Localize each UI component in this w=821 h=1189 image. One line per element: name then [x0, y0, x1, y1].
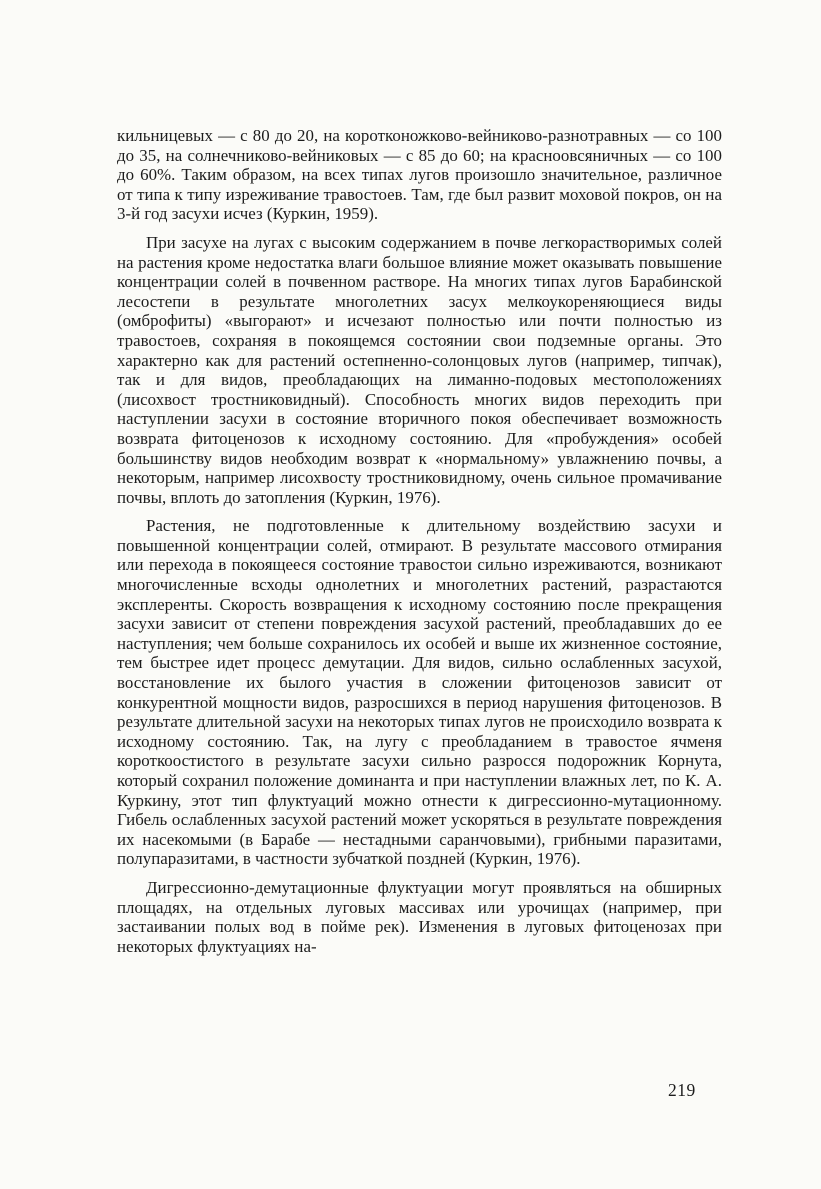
body-text: [117, 126, 722, 956]
page-number: 219: [668, 1080, 696, 1100]
paragraph-digression-fluctuations: Дигрессионно-демутационные флуктуации могут проявляться на обширных площадях, на отдельных луговых массивах или урочищах (например, при застаивании полых вод в пойме рек). Изменения в луговых фитоценозах при некоторых флуктуациях на-: [117, 877, 722, 956]
paragraph-continuation: кильницевых — с 80 до 20, на коротконожково-вейниково-разнотравных — со 100 до 35, на солнечниково-вейниковых — с 85 до 60; на красноовсяничных — со 100 до 60%. Таким образом, на всех типах лугов произошло значительное, различное от типа к типу изреживание травостоев. Там, где был развит моховой покров, он на 3-й год засухи исчез (Куркин, 1959).: [117, 126, 722, 224]
paragraph-salt-drought: При засухе на лугах с высоким содержанием в почве легкорастворимых солей на растения кроме недостатка влаги большое влияние может оказывать повышение концентрации солей в почвенном растворе. На многих типах лугов Барабинской лесостепи в результате многолетних засух мелкоукореняющиеся виды (омброфиты) «выгорают» и исчезают полностью или почти полностью из травостоев, сохраняя в покоящемся состоянии свои подземные органы. Это характерно как для растений остепненно-солонцовых лугов (например, типчак), так и для видов, преобладающих на лиманно-подовых местоположениях (лисохвост тростниковидный). Способность многих видов переходить при наступлении засухи в состояние вторичного покоя обеспечивает возможность возврата фитоценозов к исходному состоянию. Для «пробуждения» особей большинству видов необходим возврат к «нормальному» увлажнению почвы, а некоторым, например лисохвосту тростниковидному, очень сильное промачивание почвы, вплоть до затопления (Куркин, 1976).: [117, 232, 722, 507]
paragraph-plant-die-off: Растения, не подготовленные к длительному воздействию засухи и повышенной концентрации солей, отмирают. В результате массового отмирания или перехода в покоящееся состояние травостои сильно изреживаются, возникают многочисленные всходы однолетних и многолетних растений, разрастаются эксплеренты. Скорость возвращения к исходному состоянию после прекращения засухи зависит от степени повреждения засухой растений, преобладавших до ее наступления; чем больше сохранилось их особей и выше их жизненное состояние, тем быстрее идет процесс демутации. Для видов, сильно ослабленных засухой, восстановление их былого участия в сложении фитоценозов зависит от конкурентной мощности видов, разросшихся в период нарушения фитоценозов. В результате длительной засухи на некоторых типах лугов не происходило возврата к исходному состоянию. Так, на лугу с преобладанием в травостое ячменя короткоостистого в результате засухи сильно разросся подорожник Корнута, который сохранил положение доминанта и при наступлении влажных лет, по К. А. Куркину, этот тип флуктуаций можно отнести к дигрессионно-мутационному. Гибель ослабленных засухой растений может ускоряться в результате повреждения их насекомыми (в Барабе — нестадными саранчовыми), грибными паразитами, полупаразитами, в частности зубчаткой поздней (Куркин, 1976).: [117, 516, 722, 869]
